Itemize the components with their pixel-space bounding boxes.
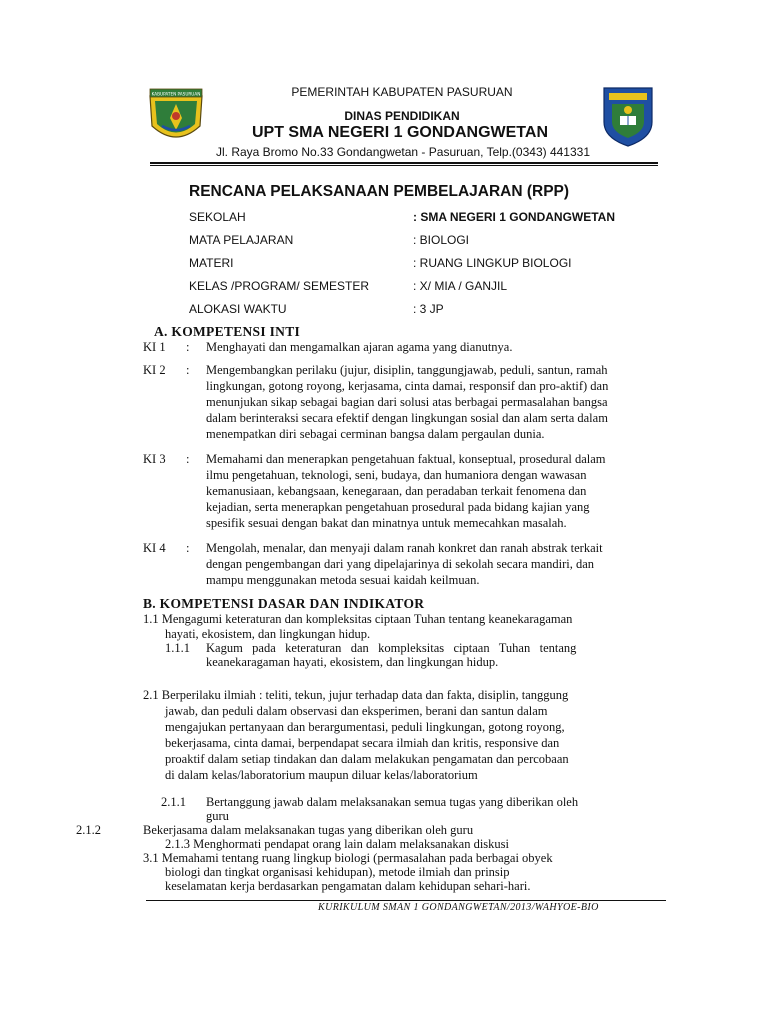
identity-value-material: : RUANG LINGKUP BIOLOGI [413,256,572,270]
identity-value-school: : SMA NEGERI 1 GONDANGWETAN [413,210,616,224]
ki-code: KI 2 [143,363,166,377]
identity-label-material: MATERI [189,256,234,270]
ki-line: menempatkan diri sebagai cerminan bangsa dalam pergaulan dunia. [206,427,545,441]
ki-colon: : [186,541,190,555]
ki-code: KI 4 [143,541,166,555]
svg-text:KABUPATEN PASURUAN: KABUPATEN PASURUAN [151,91,201,97]
letterhead-divider [150,162,658,164]
kd-line: 1.1 Mengagumi keteraturan dan kompleksitas ciptaan Tuhan tentang keanekaragaman [143,612,573,626]
ki-line: lingkungan, gotong royong, kerjasama, cinta damai, responsif dan pro-aktif) dan [206,379,609,393]
indicator-line: Bertanggung jawab dalam melaksanakan semua tugas yang diberikan oleh [206,795,579,809]
identity-label-subject: MATA PELAJARAN [189,233,294,247]
section-a-heading: A. KOMPETENSI INTI [154,324,301,339]
ki-colon: : [186,452,190,466]
ki-line: spesifik sesuai dengan bakat dan minatnya untuk memecahkan masalah. [206,516,567,530]
identity-value-class: : X/ MIA / GANJIL [413,279,508,293]
kd-line: proaktif dalam setiap tindakan dan dalam melakukan pengamatan dan percobaan [165,752,569,766]
government-name: PEMERINTAH KABUPATEN PASURUAN [291,85,513,99]
footer-text: KURIKULUM SMAN 1 GONDANGWETAN/2013/WAHYOE-BIO [318,902,599,913]
school-name: UPT SMA NEGERI 1 GONDANGWETAN [251,124,548,141]
indicator-2-1-3: 2.1.3 Menghormati pendapat orang lain dalam melaksanakan diskusi [165,837,510,851]
footer-divider [146,900,666,901]
kd-line: biologi dan tingkat organisasi kehidupan), metode ilmiah dan prinsip [165,865,510,879]
ki-line: ilmu pengetahuan, teknologi, seni, budaya, dan humaniora dengan wawasan [206,468,587,482]
indicator-number: 2.1.1 [161,795,186,809]
ki-colon: : [186,340,190,354]
ki-line: mampu menggunakan metoda sesuai kaidah keilmuan. [206,573,480,587]
identity-label-time: ALOKASI WAKTU [189,302,287,316]
ki-line: kejadian, serta menerapkan pengetahuan prosedural pada bidang kajian yang [206,500,590,514]
ki-colon: : [186,363,190,377]
kd-line: 3.1 Memahami tentang ruang lingkup biologi (permasalahan pada berbagai obyek [143,851,553,865]
department-name: DINAS PENDIDIKAN [344,109,460,123]
kd-line: 2.1 Berperilaku ilmiah : teliti, tekun, jujur terhadap data dan fakta, disiplin, tanggung [143,688,569,702]
indicator-line: guru [206,809,229,823]
identity-label-class: KELAS /PROGRAM/ SEMESTER [189,279,370,293]
indicator-number: 1.1.1 [165,641,190,655]
ki-code: KI 1 [143,340,166,354]
identity-value-subject: : BIOLOGI [413,233,470,247]
letterhead-divider-thin [150,165,658,166]
indicator-line: keanekaragaman hayati, ekosistem, dan lingkungan hidup. [206,655,499,669]
indicator-line: Kagum pada keteraturan dan kompleksitas ciptaan Tuhan tentang [206,641,577,655]
ki-line: menunjukan sikap sebagai bagian dari solusi atas berbagai permasalahan bangsa [206,395,608,409]
kd-line: di dalam kelas/laboratorium maupun diluar kelas/laboratorium [165,768,478,782]
indicator-line: Bekerjasama dalam melaksanakan tugas yang diberikan oleh guru [143,823,474,837]
document-title: RENCANA PELAKSANAAN PEMBELAJARAN (RPP) [189,183,570,200]
ki-code: KI 3 [143,452,166,466]
kd-line: bekerjasama, cinta damai, berpendapat secara ilmiah dan kritis, responsive dan [165,736,560,750]
identity-value-time: : 3 JP [413,302,444,316]
ki-line: Mengolah, menalar, dan menyaji dalam ranah konkret dan ranah abstrak terkait [206,541,603,555]
school-address: Jl. Raya Bromo No.33 Gondangwetan - Pasuruan, Telp.(0343) 441331 [215,145,590,159]
ki-line: Mengembangkan perilaku (jujur, disiplin, tanggungjawab, peduli, santun, ramah [206,363,608,377]
ki-line: kemanusiaan, kebangsaan, kenegaraan, dan peradaban terkait fenomena dan [206,484,587,498]
kd-line: hayati, ekosistem, dan lingkungan hidup. [165,627,371,641]
section-b-heading: B. KOMPETENSI DASAR DAN INDIKATOR [143,596,425,611]
kd-line: mengajukan pertanyaan dan berargumentasi, peduli lingkungan, gotong royong, [165,720,565,734]
indicator-number: 2.1.2 [76,823,101,837]
identity-label-school: SEKOLAH [189,210,246,224]
ki-line: Menghayati dan mengamalkan ajaran agama yang dianutnya. [206,340,513,354]
ki-line: dalam berinteraksi secara efektif dengan lingkungan sosial dan alam serta dalam [206,411,608,425]
ki-line: Memahami dan menerapkan pengetahuan faktual, konseptual, prosedural dalam [206,452,606,466]
ki-line: dengan pengembangan dari yang dipelajarinya di sekolah secara mandiri, dan [206,557,595,571]
kd-line: jawab, dan peduli dalam observasi dan eksperimen, berani dan santun dalam [165,704,548,718]
kd-line: keselamatan kerja berdasarkan pengamatan dalam kehidupan sehari-hari. [165,879,531,893]
